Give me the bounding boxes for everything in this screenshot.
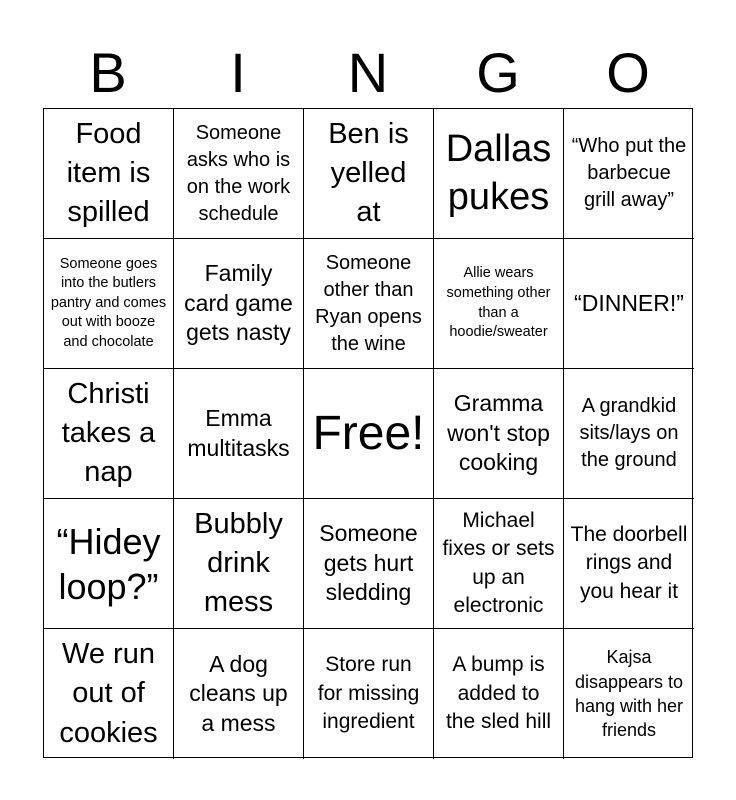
- header-letter-g: G: [476, 41, 520, 104]
- cell-text: “Hidey loop?”: [56, 520, 161, 607]
- bingo-cell[interactable]: [564, 109, 694, 239]
- bingo-header: [43, 38, 693, 108]
- cell-text: A dog cleans up a mess: [189, 650, 288, 736]
- cell-text: Christi takes a nap: [61, 377, 156, 489]
- cell-text: Kajsa disappears to hang with her friends: [574, 647, 684, 741]
- header-letter-i: I: [230, 41, 246, 104]
- cell-text: Someone goes into the butlers pantry and comes out with booze and chocolate: [50, 255, 167, 350]
- bingo-cell[interactable]: [304, 499, 434, 629]
- bingo-cell[interactable]: [174, 239, 304, 369]
- bingo-cell[interactable]: [304, 629, 434, 759]
- bingo-cell[interactable]: [304, 109, 434, 239]
- bingo-cell[interactable]: [174, 109, 304, 239]
- cell-text: Someone gets hurt sledding: [319, 520, 418, 606]
- cell-text: Dallas pukes: [445, 128, 552, 218]
- cell-text: Emma multitasks: [187, 405, 290, 461]
- bingo-free-cell[interactable]: [304, 369, 434, 499]
- header-letter-n: N: [347, 41, 389, 104]
- header-letter-b: B: [89, 41, 127, 104]
- cell-text: A bump is added to the sled hill: [445, 653, 552, 734]
- bingo-cell[interactable]: [44, 499, 174, 629]
- bingo-cell[interactable]: [44, 109, 174, 239]
- cell-text: We run out of cookies: [59, 638, 158, 749]
- bingo-cell[interactable]: [44, 629, 174, 759]
- cell-text: Gramma won't stop cooking: [447, 390, 550, 476]
- bingo-cell[interactable]: [564, 239, 694, 369]
- cell-text: Free!: [312, 406, 425, 460]
- bingo-cell[interactable]: [434, 369, 564, 499]
- cell-text: Someone other than Ryan opens the wine: [315, 251, 422, 355]
- bingo-cell[interactable]: [434, 109, 564, 239]
- bingo-cell[interactable]: [564, 499, 694, 629]
- cell-text: Store run for missing ingredient: [317, 653, 420, 734]
- bingo-cell[interactable]: [434, 629, 564, 759]
- bingo-cell[interactable]: [434, 239, 564, 369]
- cell-text: Allie wears something other than a hoodie/sweater: [446, 265, 551, 341]
- header-letter-o: O: [606, 41, 650, 104]
- bingo-cell[interactable]: [174, 499, 304, 629]
- cell-text: A grandkid sits/lays on the ground: [579, 395, 679, 471]
- bingo-cell[interactable]: [564, 629, 694, 759]
- bingo-cell[interactable]: [304, 239, 434, 369]
- bingo-cell[interactable]: [174, 369, 304, 499]
- bingo-cell[interactable]: [564, 369, 694, 499]
- cell-text: Ben is yelled at: [328, 117, 409, 229]
- bingo-cell[interactable]: [44, 369, 174, 499]
- bingo-cell[interactable]: [174, 629, 304, 759]
- cell-text: “DINNER!”: [574, 289, 684, 316]
- bingo-board: [43, 108, 693, 758]
- cell-text: “Who put the barbecue grill away”: [571, 135, 687, 211]
- cell-text: Someone asks who is on the work schedule: [186, 121, 291, 225]
- bingo-cell[interactable]: [434, 499, 564, 629]
- cell-text: Michael fixes or sets up an electronic: [442, 508, 555, 617]
- cell-text: Food item is spilled: [66, 117, 151, 229]
- cell-text: Family card game gets nasty: [184, 260, 293, 346]
- cell-text: Bubbly drink mess: [194, 507, 283, 619]
- cell-text: The doorbell rings and you hear it: [570, 522, 688, 603]
- bingo-cell[interactable]: [44, 239, 174, 369]
